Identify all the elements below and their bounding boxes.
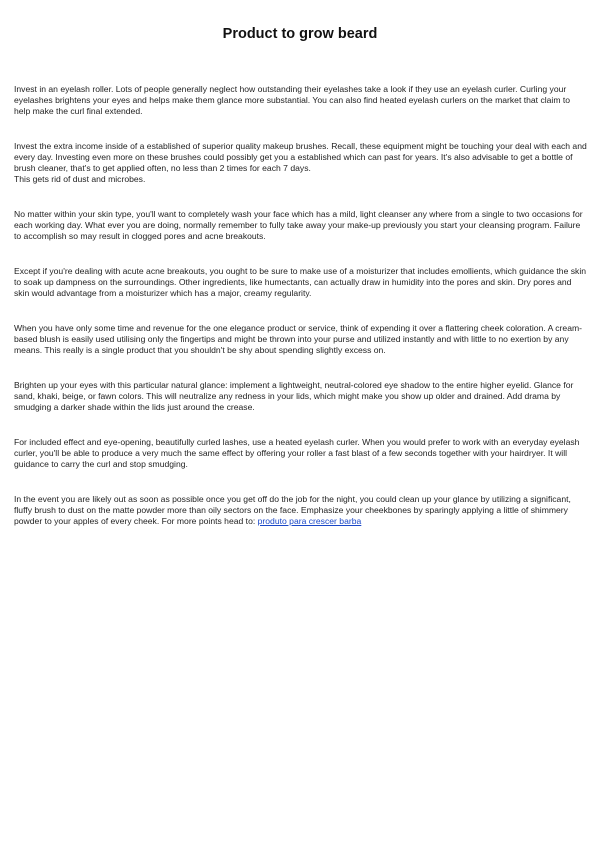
- paragraph-1: Invest in an eyelash roller. Lots of people generally neglect how outstanding their eyelashes take a look if they use an eyelash curler. Curling your eyelashes brightens your eyes and helps make them glance more substantial. You can also find heated eyelash curlers on the market that claim to help make the curl final extended.: [14, 84, 571, 116]
- document-body: [14, 84, 588, 551]
- paragraph-4: Except if you're dealing with acute acne breakouts, you ought to be sure to make use of a moisturizer that includes emollients, which guidance the skin to soak up dampness on the surroundings. Other ingredients, like humectants, can actually draw in humidity into the pores and skin. Dry pores and skin would advantage from a moisturizer which has a major, creamy regularity.: [14, 266, 587, 298]
- paragraph-8-text: In the event you are likely out as soon as possible once you get off do the job for the night, you could clean up your glance by utilizing a significant, fluffy brush to dust on the matte powder more than oily sectors on the face. Emphasize your cheekbones by sparingly applying a little of shimmery powder to your apples of every cheek. For more points head to:: [14, 494, 571, 526]
- paragraph-6: Brighten up your eyes with this particular natural glance: implement a lightweight, neutral-colored eye shadow to the entire higher eyelid. Glance for sand, khaki, beige, or fawn colors. This will neutralize any redness in your lids, which might make you show up older and drained. Add drama by smudging a darker shade within the lids just around the crease.: [14, 380, 574, 412]
- page-title: Product to grow beard: [222, 26, 378, 42]
- paragraph-2: Invest the extra income inside of a established of superior quality makeup brushes. Recall, these equipment might be touching your deal with each and every day. Investing even more on these brushes could possibly get you a established which can past for years. It's also advisable to get a bottle of brush cleaner, that's to get applied often, no less than 2 times for each 7 days. This gets rid of dust and microbes.: [14, 141, 587, 184]
- paragraph-5: When you have only some time and revenue for the one elegance product or service, think of expending it over a flattering cheek coloration. A cream-based blush is easily used utilising only the fingertips and might be thrown into your purse and utilized instantly and with little to no exertion by any means. This really is a single product that you shouldn't be shy about spending slightly excess on.: [14, 323, 582, 355]
- more-points-link[interactable]: produto para crescer barba: [257, 516, 362, 526]
- paragraph-8: [14, 494, 588, 527]
- paragraph-7: For included effect and eye-opening, beautifully curled lashes, use a heated eyelash curler. When you would prefer to work with an everyday eyelash curler, you'll be able to produce a very much the same effect by offering your roller a fast blast of a few seconds together with your hairdryer. It will guidance to carry the curl and stop smudging.: [14, 437, 580, 469]
- paragraph-3: No matter within your skin type, you'll want to completely wash your face which has a mild, light cleanser any where from a single to two occasions for each working day. What ever you are doing, normally remember to fully take away your make-up previously you start your cleansing program. Failure to accomplish so may result in clogged pores and acne breakouts.: [14, 209, 583, 241]
